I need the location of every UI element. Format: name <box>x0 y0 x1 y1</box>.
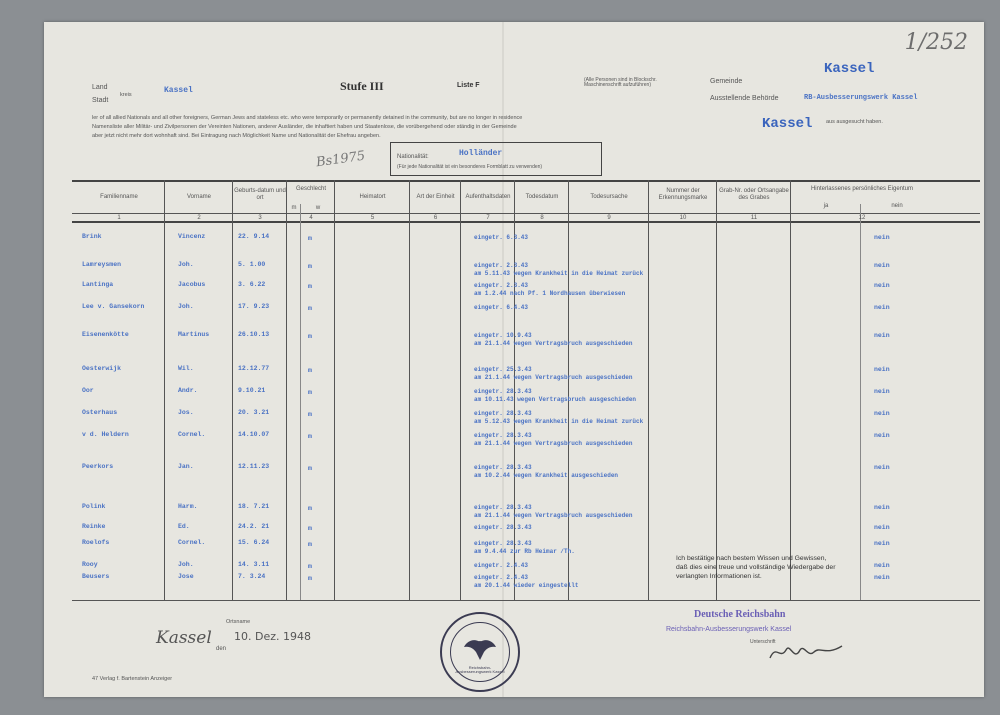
row-stay: eingetr. 28.3.43 <box>474 388 532 395</box>
row-sex: m <box>308 433 312 440</box>
row-sex: m <box>308 411 312 418</box>
row-birth: 5. 1.00 <box>238 261 266 268</box>
gemeinde-label: Gemeinde <box>710 78 743 85</box>
nationality-note: (Für jede Nationalität ist ein besonderes Formblatt zu verwenden) <box>397 164 543 170</box>
table-row <box>44 572 984 592</box>
row-stay-2: am 1.2.44 nach Pf. 1 Nordhausen überwiesen <box>474 290 626 297</box>
row-stay-2: am 10.11.43 wegen Vertragsbruch ausgeschieden <box>474 396 637 403</box>
col-num: 12 <box>858 215 866 221</box>
liste-label: Liste F <box>457 82 480 89</box>
row-birth: 26.10.13 <box>238 331 270 338</box>
row-birth: 18. 7.21 <box>238 503 270 510</box>
row-family: v d. Heldern <box>82 431 129 438</box>
row-property: nein <box>874 540 890 547</box>
col-header-stay: Aufenthaltsdaten <box>465 194 511 200</box>
row-birth: 14. 3.11 <box>238 561 270 568</box>
row-family: Oor <box>82 387 94 394</box>
bottom-note: 47 Verlag f. Bartenstein Anzeiger <box>92 676 173 682</box>
row-first: Cornel. <box>178 539 206 546</box>
stufe-title: Stufe III <box>340 79 384 93</box>
row-first: Joh. <box>178 261 194 268</box>
table-row <box>44 280 984 300</box>
ausgesucht-text: aus ausgesucht haben. <box>826 119 883 125</box>
row-birth: 17. 9.23 <box>238 303 270 310</box>
row-property: nein <box>874 562 890 569</box>
col-num: 5 <box>370 215 375 221</box>
row-sex: m <box>308 575 312 582</box>
row-stay: eingetr. 10.9.43 <box>474 332 532 339</box>
row-sex: m <box>308 263 312 270</box>
gemeinde-value: Kassel <box>824 61 875 77</box>
row-first: Ed. <box>178 523 190 530</box>
nationality-label: Nationalität: <box>397 154 429 160</box>
col-header-sex: Geschlecht <box>295 186 326 192</box>
row-property: nein <box>874 234 890 241</box>
row-birth: 15. 6.24 <box>238 539 270 546</box>
stadt-label: Stadt <box>92 97 109 104</box>
confirmation-text: Ich bestätige nach bestem Wissen und Gewissen, daß dies eine treue und vollständige Wiedergabe der verlangten Informationen ist. <box>676 555 836 581</box>
row-property: nein <box>874 366 890 373</box>
row-birth: 12.12.77 <box>238 365 270 372</box>
row-stay: eingetr. 28.3.43 <box>474 504 532 511</box>
col-num: 9 <box>607 215 611 221</box>
row-first: Jose <box>178 573 194 580</box>
row-property: nein <box>874 332 890 339</box>
col-num: 6 <box>433 215 438 221</box>
nationality-box <box>390 142 602 176</box>
row-birth: 14.10.07 <box>238 431 270 438</box>
row-family: Lamreysmen <box>82 261 122 268</box>
col-header-death-cause: Todesursache <box>590 194 628 200</box>
col-header-home: Heimatort <box>359 194 386 200</box>
col-num: 4 <box>309 215 313 221</box>
row-stay: eingetr. 28.3.43 <box>474 540 532 547</box>
col-header-family: Familienname <box>100 194 138 200</box>
row-property: nein <box>874 524 890 531</box>
row-stay-2: am 21.1.44 wegen Vertragsbruch ausgeschieden <box>474 512 633 519</box>
col-header-property-nein: nein <box>891 203 903 209</box>
row-sex: m <box>308 333 312 340</box>
stamp-line-1: Deutsche Reichsbahn <box>694 609 786 620</box>
table-bottom-line <box>72 600 980 601</box>
col-num: 3 <box>258 215 262 221</box>
land-label: Land <box>92 84 108 91</box>
row-sex: m <box>308 235 312 242</box>
table-row <box>44 232 984 252</box>
table-row <box>44 364 984 384</box>
row-first: Jacobus <box>178 281 206 288</box>
row-first: Joh. <box>178 303 194 310</box>
col-header-property-ja: ja <box>823 203 829 209</box>
row-family: Lantinga <box>82 281 114 288</box>
row-first: Andr. <box>178 387 198 394</box>
row-property: nein <box>874 304 890 311</box>
handwritten-note: Bs1975 <box>315 148 367 171</box>
row-stay: eingetr. 2.4.43 <box>474 562 529 569</box>
row-stay: eingetr. 28.3.43 <box>474 464 532 471</box>
round-stamp-text: Reichsbahn-Ausbesserungswerk Kassel <box>455 665 505 674</box>
row-stay: eingetr. 6.3.43 <box>474 234 529 241</box>
table-row <box>44 462 984 482</box>
typing-note: (Alle Personen sind in Blockschr. Maschinenschrift aufzuführen) <box>584 77 657 88</box>
table-header-bottom <box>72 221 980 223</box>
nationality-value: Holländer <box>459 149 503 158</box>
table-row <box>44 386 984 406</box>
row-first: Joh. <box>178 561 194 568</box>
row-property: nein <box>874 574 890 581</box>
col-num: 10 <box>679 215 687 221</box>
row-first: Cornel. <box>178 431 206 438</box>
row-property: nein <box>874 432 890 439</box>
row-sex: m <box>308 563 312 570</box>
row-property: nein <box>874 388 890 395</box>
round-stamp <box>440 612 520 692</box>
col-num: 11 <box>750 215 758 221</box>
row-family: Brink <box>82 233 102 240</box>
eagle-icon <box>442 614 518 690</box>
row-stay: eingetr. 28.3.43 <box>474 410 532 417</box>
row-birth: 9.10.21 <box>238 387 266 394</box>
table-row <box>44 430 984 450</box>
table-row <box>44 538 984 558</box>
table-row <box>44 408 984 428</box>
behoerde-value: RB-Ausbesserungswerk Kassel <box>804 94 918 102</box>
row-stay-2: am 5.12.43 wegen Krankheit in die Heimat zurück <box>474 418 644 425</box>
row-birth: 22. 9.14 <box>238 233 270 240</box>
table-row <box>44 302 984 322</box>
row-property: nein <box>874 464 890 471</box>
row-stay-2: am 21.1.44 wegen Vertragsbruch ausgeschieden <box>474 440 633 447</box>
page-number: 1/252 <box>904 30 968 55</box>
col-header-birth: Geburts-datum und ort <box>234 188 286 202</box>
row-family: Lee v. Gansekorn <box>82 303 145 310</box>
col-num: 7 <box>486 215 490 221</box>
row-birth: 12.11.23 <box>238 463 270 470</box>
row-birth: 3. 6.22 <box>238 281 266 288</box>
col-header-sex-w: w <box>315 205 321 211</box>
row-sex: m <box>308 541 312 548</box>
row-birth: 7. 3.24 <box>238 573 266 580</box>
col-header-tag: Nummer der Erkennungsmarke <box>658 188 708 202</box>
row-first: Jos. <box>178 409 194 416</box>
row-stay-2: am 9.4.44 zur Rb Heimar /Th. <box>474 548 575 555</box>
row-sex: m <box>308 367 312 374</box>
row-sex: m <box>308 525 312 532</box>
table-top-line <box>72 180 980 182</box>
table-num-line <box>72 213 980 214</box>
row-family: Polink <box>82 503 106 510</box>
row-family: Peerkors <box>82 463 114 470</box>
row-property: nein <box>874 282 890 289</box>
table-row <box>44 522 984 538</box>
place-label: Ortsname <box>226 619 251 625</box>
row-property: nein <box>874 504 890 511</box>
col-header-property: Hinterlassenes persönliches Eigentum <box>810 186 914 192</box>
col-num: 2 <box>197 215 201 221</box>
kreis-value: Kassel <box>164 86 193 95</box>
row-stay: eingetr. 2.3.43 <box>474 282 529 289</box>
row-stay-2: am 20.1.44 wieder eingestellt <box>474 582 579 589</box>
place-handwritten: Kassel <box>156 628 212 648</box>
row-first: Vincenz <box>178 233 206 240</box>
signature <box>766 638 846 668</box>
row-family: Osterhaus <box>82 409 118 416</box>
row-property: nein <box>874 410 890 417</box>
row-stay: eingetr. 25.3.43 <box>474 366 532 373</box>
row-first: Jan. <box>178 463 194 470</box>
date-handwritten: 10. Dez. 1948 <box>234 630 311 643</box>
col-header-unit: Art der Einheit <box>416 194 455 200</box>
row-stay-2: am 21.1.44 wegen Vertragsbruch ausgeschieden <box>474 340 633 347</box>
row-family: Roelofs <box>82 539 110 546</box>
row-property: nein <box>874 262 890 269</box>
row-family: Beusers <box>82 573 110 580</box>
row-first: Martinus <box>178 331 210 338</box>
row-stay: eingetr. 6.4.43 <box>474 304 529 311</box>
document-sheet <box>44 22 984 697</box>
col-header-grave: Grab-Nr. oder Ortsangabe des Grabes <box>719 188 789 202</box>
col-header-death-date: Todesdatum <box>525 194 559 200</box>
row-family: Oesterwijk <box>82 365 122 372</box>
row-stay: eingetr. 2.3.43 <box>474 262 529 269</box>
intro-line-3: aber jetzt nicht mehr dort wohnhaft sind. Bei Eintragung nach Möglichkeit Name und Nationalität der Ehefrau angeben. <box>92 133 381 139</box>
row-stay-2: am 21.1.44 wegen Vertragsbruch ausgeschieden <box>474 374 633 381</box>
intro-line-1: ler of all allied Nationals and all other foreigners, German Jews and stateless etc. who were temporarily or permanently detained in the community, but are no longer in residence <box>92 115 523 121</box>
row-family: Rooy <box>82 561 98 568</box>
behoerde-label: Ausstellende Behörde <box>710 95 779 102</box>
table-row <box>44 260 984 280</box>
row-stay-2: am 10.2.44 wegen Krankheit ausgeschieden <box>474 472 619 479</box>
row-sex: m <box>308 505 312 512</box>
unterschrift-label: Unterschrift <box>750 639 776 645</box>
row-birth: 20. 3.21 <box>238 409 270 416</box>
den-label: den <box>216 646 227 652</box>
col-num: 1 <box>117 215 121 221</box>
row-stay-2: am 5.11.43 wegen Krankheit in die Heimat zurück <box>474 270 644 277</box>
col-header-first: Vorname <box>186 194 211 200</box>
table-row <box>44 330 984 350</box>
row-sex: m <box>308 305 312 312</box>
row-stay: eingetr. 28.3.43 <box>474 524 532 531</box>
row-first: Wil. <box>178 365 194 372</box>
row-family: Reinke <box>82 523 106 530</box>
row-sex: m <box>308 283 312 290</box>
row-stay: eingetr. 2.4.43 <box>474 574 529 581</box>
table-row <box>44 502 984 522</box>
row-sex: m <box>308 389 312 396</box>
row-stay: eingetr. 28.3.43 <box>474 432 532 439</box>
row-first: Harm. <box>178 503 198 510</box>
row-sex: m <box>308 465 312 472</box>
row-family: Eisenenkötte <box>82 331 129 338</box>
intro-line-2: Namensliste aller Militär- und Zivilpersonen der Vereinten Nationen, anderer Ausländer, die inhaftiert haben und Staatenlose, die vorübergehend oder ständig in der Gemeinde <box>92 124 517 130</box>
behoerde-city: Kassel <box>762 116 813 132</box>
stamp-line-2: Reichsbahn-Ausbesserungswerk Kassel <box>666 626 792 633</box>
col-header-sex-m: m <box>291 205 297 211</box>
row-birth: 24.2. 21 <box>238 523 270 530</box>
kreis-label: kreis <box>120 92 132 98</box>
col-num: 8 <box>540 215 544 221</box>
